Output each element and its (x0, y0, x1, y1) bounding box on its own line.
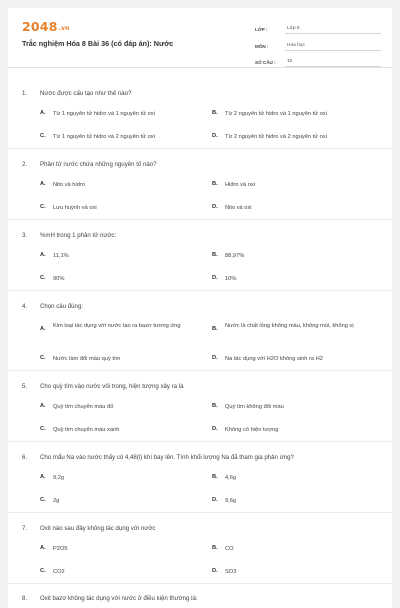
meta-row-subject (255, 37, 381, 51)
question-text: Nước được cấu tạo như thế nào? (40, 90, 132, 97)
question-stem (22, 161, 157, 168)
question-stem (22, 595, 198, 602)
question-divider (8, 148, 392, 149)
option-letter: C. (40, 204, 46, 210)
option-letter: B. (212, 181, 218, 187)
option-letter: A. (40, 326, 46, 332)
meta-label: LỚP : (255, 27, 268, 32)
question-divider (8, 290, 392, 291)
option-text: 9,6g (225, 498, 237, 504)
option-text: Từ 1 nguyên tử hidro và 2 nguyên tử oxi (53, 134, 155, 140)
meta-value: Hóa học (285, 43, 381, 51)
option-letter: A. (40, 252, 46, 258)
option-letter: D. (212, 426, 218, 432)
question-divider (8, 370, 392, 371)
question-number: 1. (22, 90, 28, 97)
option-text: Nước là chất lỏng không màu, không mùi, không vị (225, 323, 354, 329)
option-text: SO3 (225, 569, 237, 575)
question-number: 2. (22, 161, 28, 168)
question-divider (8, 583, 392, 584)
option-letter: B. (212, 326, 218, 332)
option-letter: A. (40, 181, 46, 187)
meta-label: MÔN : (255, 43, 269, 49)
meta-value: 10 (285, 59, 381, 67)
option-letter: C. (40, 426, 46, 432)
question-text: Phân tử nước chứa những nguyên tố nào? (40, 161, 157, 168)
logo-text: 2048 (22, 19, 58, 34)
option-text: Hidro và oxi (225, 182, 256, 188)
option-text: 11,1% (53, 253, 69, 259)
option-text: 10% (225, 276, 237, 282)
option-text: 88,97% (225, 253, 245, 259)
option-text: 9,2g (53, 475, 65, 481)
site-logo[interactable] (22, 19, 70, 34)
question-divider (8, 219, 392, 220)
option-letter: D. (212, 497, 218, 503)
question-divider (8, 512, 392, 513)
option-letter: B. (212, 403, 218, 409)
option-text: Quỳ tím chuyển màu xanh (53, 427, 120, 433)
meta-panel (255, 20, 381, 70)
meta-row-count (255, 53, 381, 67)
page-title: Trắc nghiệm Hóa 8 Bài 36 (có đáp án): Nước (22, 39, 174, 48)
option-text: Na tác dụng với H2O không sinh ra H2 (225, 356, 323, 362)
option-letter: D. (212, 133, 218, 139)
option-text: Từ 2 nguyên tử hidro và 2 nguyên tử oxi (225, 134, 327, 140)
option-letter: A. (40, 545, 46, 551)
question-stem (22, 454, 294, 461)
question-number: 6. (22, 454, 28, 461)
option-text: Lưu huỳnh và oxi (53, 205, 97, 211)
question-stem (22, 303, 83, 310)
question-text: Cho quỳ tím vào nước vôi trong, hiện tượng xảy ra là (40, 383, 184, 390)
option-letter: C. (40, 355, 46, 361)
option-text: Kim loại tác dụng với nước tạo ra bazơ tương ứng (53, 323, 181, 329)
option-text: Nước làm đổi màu quỳ tím (53, 356, 121, 362)
option-text: 4,6g (225, 475, 237, 481)
option-letter: D. (212, 568, 218, 574)
option-text: CO (225, 546, 234, 552)
meta-label: SỐ CÂU : (255, 60, 276, 65)
question-number: 7. (22, 525, 28, 532)
option-text: Quỳ tím chuyển màu đỏ (53, 404, 114, 410)
option-letter: D. (212, 204, 218, 210)
option-text: Nito và oxi (225, 205, 252, 211)
question-stem (22, 525, 155, 532)
question-stem (22, 90, 131, 97)
option-text: 2g (53, 498, 60, 504)
option-text: CO2 (53, 569, 65, 575)
option-letter: A. (40, 110, 46, 116)
question-number: 5. (22, 383, 28, 390)
logo-suffix: .vn (58, 25, 70, 32)
question-stem (22, 232, 116, 239)
question-divider (8, 441, 392, 442)
option-text: Từ 2 nguyên tử hidro và 1 nguyên tử oxi (225, 111, 327, 117)
option-letter: C. (40, 568, 46, 574)
option-letter: A. (40, 403, 46, 409)
meta-value: Lớp 8 (285, 26, 381, 34)
document-header (8, 8, 392, 68)
option-letter: B. (212, 252, 218, 258)
option-text: Từ 1 nguyên tử hidro và 1 nguyên tử oxi (53, 111, 155, 117)
question-text: Oxit nào sau đây không tác dụng với nước (40, 525, 156, 532)
option-letter: A. (40, 474, 46, 480)
option-text: Không có hiện tượng (225, 427, 279, 433)
question-text: Chọn câu đúng: (40, 303, 84, 310)
question-text: %mH trong 1 phân tử nước: (40, 232, 117, 239)
option-letter: C. (40, 133, 46, 139)
option-text: Quỳ tím không đổi màu (225, 404, 284, 410)
option-letter: D. (212, 355, 218, 361)
option-letter: B. (212, 474, 218, 480)
document-page (8, 8, 392, 608)
option-letter: B. (212, 110, 218, 116)
question-stem (22, 383, 184, 390)
option-letter: D. (212, 275, 218, 281)
question-number: 3. (22, 232, 28, 239)
question-text: Oxit bazơ không tác dụng với nước ở điều kiện thường là: (40, 595, 198, 602)
option-letter: C. (40, 497, 46, 503)
question-number: 4. (22, 303, 28, 310)
option-letter: B. (212, 545, 218, 551)
option-text: P2O5 (53, 546, 68, 552)
option-text: Nito và hidro (53, 182, 85, 188)
option-text: 90% (53, 276, 65, 282)
question-number: 8. (22, 595, 28, 602)
meta-row-class (255, 20, 381, 34)
option-letter: C. (40, 275, 46, 281)
question-text: Cho mẩu Na vào nước thấy có 4,48(l) khí bay lên. Tính khối lượng Na đã tham gia phản ứng? (40, 454, 294, 461)
